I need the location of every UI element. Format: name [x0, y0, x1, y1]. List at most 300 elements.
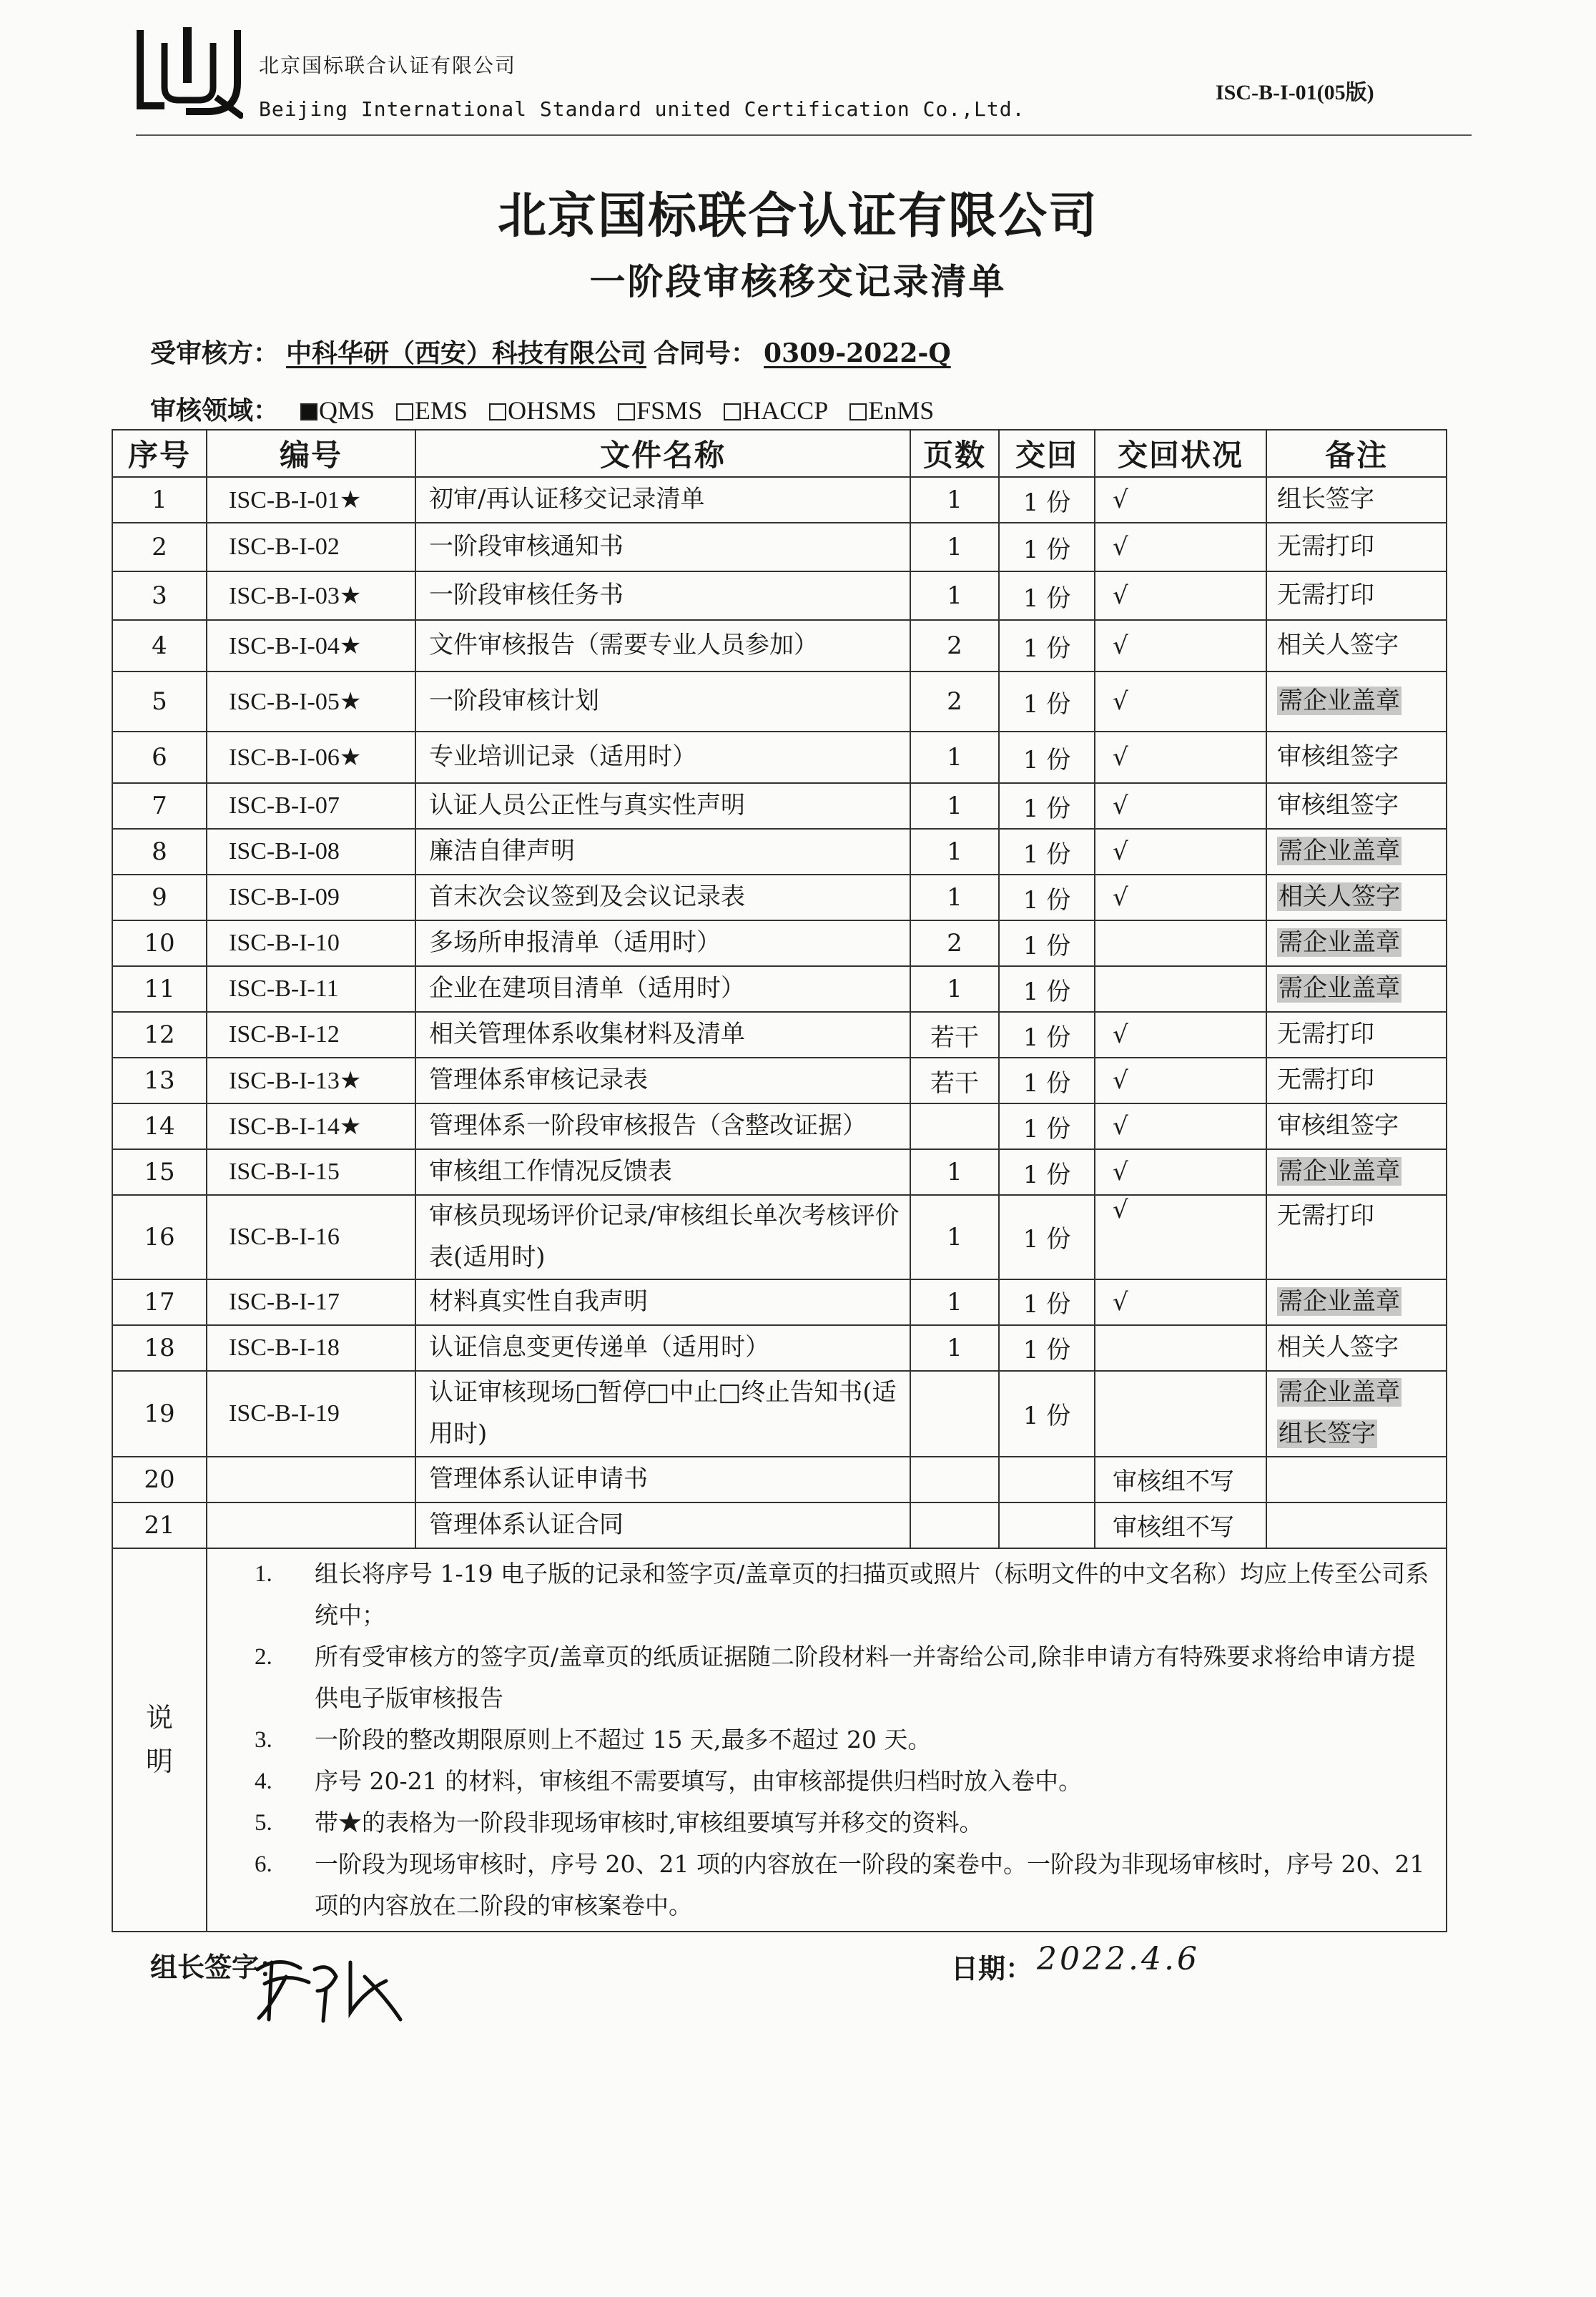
row-pages: 1	[947, 486, 962, 514]
row-copies-cell	[999, 1058, 1095, 1103]
row-copies: 1 份	[1023, 1068, 1071, 1098]
row-copies: 1 份	[1023, 1336, 1071, 1365]
row-code: ISC-B-I-10	[229, 930, 340, 956]
audit-domain-line	[150, 390, 934, 427]
row-status: √	[1113, 1196, 1128, 1224]
row-copies: 1 份	[1023, 977, 1071, 1006]
table-row	[112, 966, 1447, 1012]
row-remark: 无需打印	[1277, 1201, 1374, 1230]
row-remark: 需企业盖章	[1279, 837, 1400, 866]
row-file-name: 文件审核报告（需要专业人员参加）	[429, 631, 818, 660]
row-pages-cell	[910, 477, 999, 523]
notes-content	[207, 1548, 1447, 1932]
row-number-cell	[112, 1012, 207, 1058]
row-file-name-cell	[415, 783, 910, 829]
row-copies: 1 份	[1023, 1023, 1071, 1052]
row-code: ISC-B-I-14★	[229, 1113, 362, 1140]
note-item	[255, 1802, 1439, 1844]
row-pages-cell	[910, 571, 999, 620]
row-number: 16	[144, 1222, 175, 1251]
row-status: √	[1113, 883, 1128, 912]
row-copies: 1 份	[1023, 794, 1071, 823]
row-number: 12	[144, 1020, 175, 1049]
table-row	[112, 1502, 1447, 1548]
row-status-cell	[1095, 672, 1266, 732]
row-file-name: 企业在建项目清单（适用时）	[429, 974, 745, 1003]
row-file-name-cell	[415, 1058, 910, 1103]
row-remark-secondary: 组长签字	[1279, 1419, 1376, 1448]
row-pages: 1	[947, 792, 962, 820]
checked-checkbox-icon[interactable]	[300, 403, 317, 420]
row-code-cell	[207, 1502, 415, 1548]
note-number: 2.	[255, 1643, 272, 1670]
row-copies-cell	[999, 1149, 1095, 1195]
row-code: ISC-B-I-18	[229, 1334, 340, 1361]
row-status-cell	[1095, 620, 1266, 672]
row-copies-cell	[999, 1325, 1095, 1371]
row-code-cell	[207, 477, 415, 523]
row-code-cell	[207, 672, 415, 732]
row-file-name: 认证审核现场□暂停□中止□终止告知书(适用时)	[429, 1377, 897, 1448]
row-status: √	[1113, 1158, 1128, 1186]
row-remark: 需企业盖章	[1279, 1287, 1400, 1316]
company-name-cn-header: 北京国标联合认证有限公司	[259, 54, 517, 77]
row-copies: 1 份	[1023, 1114, 1071, 1143]
note-number: 4.	[255, 1768, 272, 1794]
row-number-cell	[112, 1195, 207, 1279]
row-copies-cell	[999, 620, 1095, 672]
row-remark: 审核组签字	[1277, 791, 1399, 820]
audit-domain-option-qms[interactable]	[300, 396, 375, 425]
row-remark: 需企业盖章	[1279, 687, 1400, 716]
table-row	[112, 783, 1447, 829]
row-copies: 1 份	[1023, 634, 1071, 663]
unchecked-checkbox-icon[interactable]	[618, 403, 635, 420]
row-remark-cell	[1266, 1103, 1447, 1149]
row-pages-cell	[910, 1502, 999, 1548]
row-copies-cell	[999, 1457, 1095, 1502]
row-code: ISC-B-I-16	[229, 1223, 340, 1250]
audit-domain-option-haccp[interactable]	[724, 396, 828, 425]
row-status: √	[1113, 533, 1128, 561]
row-remark: 审核组签字	[1277, 742, 1399, 772]
row-number-cell	[112, 732, 207, 783]
table-row	[112, 1457, 1447, 1502]
note-number: 5.	[255, 1809, 272, 1836]
row-remark: 无需打印	[1277, 532, 1374, 561]
row-number-cell	[112, 1325, 207, 1371]
row-file-name-cell	[415, 1012, 910, 1058]
row-pages-cell	[910, 829, 999, 875]
row-copies-cell	[999, 1103, 1095, 1149]
row-file-name: 首末次会议签到及会议记录表	[429, 882, 745, 912]
leader-signature-label: 组长签字：	[150, 1951, 287, 1983]
row-remark-cell	[1266, 1195, 1447, 1279]
row-status: √	[1113, 743, 1128, 772]
row-status-cell	[1095, 1012, 1266, 1058]
row-pages: 1	[947, 883, 962, 912]
audit-domain-option-label: EMS	[415, 396, 468, 425]
row-status: √	[1113, 631, 1128, 660]
row-code-cell	[207, 829, 415, 875]
notes-label: 说明	[145, 1701, 173, 1777]
row-code: ISC-B-I-02	[229, 533, 340, 560]
row-remark-cell	[1266, 672, 1447, 732]
note-text: 一阶段的整改期限原则上不超过 15 天,最多不超过 20 天。	[315, 1725, 932, 1754]
row-copies: 1 份	[1023, 931, 1071, 960]
unchecked-checkbox-icon[interactable]	[396, 403, 413, 420]
row-file-name: 认证人员公正性与真实性声明	[429, 791, 745, 820]
col-header-pages: 页数	[910, 430, 999, 477]
row-number-cell	[112, 966, 207, 1012]
row-status: 审核组不写	[1113, 1467, 1234, 1497]
col-header-copies: 交回	[999, 430, 1095, 477]
row-file-name: 管理体系审核记录表	[429, 1066, 648, 1095]
row-number: 7	[152, 792, 167, 820]
row-remark: 需企业盖章	[1279, 928, 1400, 958]
document-code: ISC-B-I-01(05版)	[1216, 81, 1374, 104]
row-remark-cell	[1266, 1149, 1447, 1195]
row-copies-cell	[999, 523, 1095, 571]
row-file-name: 管理体系认证合同	[429, 1510, 624, 1539]
row-remark-cell	[1266, 620, 1447, 672]
company-logo-icon	[136, 26, 243, 119]
row-remark: 相关人签字	[1277, 1332, 1399, 1362]
note-number: 1.	[255, 1560, 272, 1587]
note-item	[255, 1553, 1439, 1636]
row-status-cell	[1095, 1103, 1266, 1149]
row-status-cell	[1095, 920, 1266, 966]
row-pages-cell	[910, 1012, 999, 1058]
row-status-cell	[1095, 1149, 1266, 1195]
row-number: 3	[152, 581, 167, 610]
row-status-cell	[1095, 1457, 1266, 1502]
row-code: ISC-B-I-08	[229, 838, 340, 865]
row-remark: 无需打印	[1277, 1066, 1374, 1095]
row-file-name-cell	[415, 829, 910, 875]
row-code: ISC-B-I-06★	[229, 744, 362, 771]
row-code-cell	[207, 1103, 415, 1149]
table-row	[112, 523, 1447, 571]
row-status: √	[1113, 837, 1128, 866]
row-remark-cell	[1266, 1058, 1447, 1103]
row-file-name-cell	[415, 875, 910, 920]
row-status: √	[1113, 486, 1128, 514]
row-number: 13	[144, 1066, 175, 1095]
row-code-cell	[207, 523, 415, 571]
row-remark-cell	[1266, 966, 1447, 1012]
row-file-name: 管理体系认证申请书	[429, 1464, 648, 1493]
row-code-cell	[207, 1195, 415, 1279]
row-number: 14	[144, 1112, 175, 1141]
row-status: √	[1113, 1112, 1128, 1141]
row-pages-cell	[910, 1195, 999, 1279]
notes-row	[112, 1548, 1447, 1932]
row-code-cell	[207, 1058, 415, 1103]
row-remark-cell	[1266, 875, 1447, 920]
row-number-cell	[112, 672, 207, 732]
unchecked-checkbox-icon[interactable]	[724, 403, 741, 420]
row-file-name: 材料真实性自我声明	[429, 1287, 648, 1316]
row-file-name-cell	[415, 523, 910, 571]
note-text: 所有受审核方的签字页/盖章页的纸质证据随二阶段材料一并寄给公司,除非申请方有特殊要求将给申请方提供电子版审核报告	[315, 1642, 1416, 1712]
row-number: 15	[144, 1158, 175, 1186]
row-remark: 审核组签字	[1277, 1111, 1399, 1141]
row-status-cell	[1095, 1279, 1266, 1325]
row-code-cell	[207, 1279, 415, 1325]
auditee-line	[150, 333, 958, 370]
handover-table	[112, 429, 1447, 1932]
audit-domain-label: 审核领域：	[150, 395, 280, 426]
row-copies-cell	[999, 732, 1095, 783]
table-row	[112, 1325, 1447, 1371]
note-number: 6.	[255, 1851, 272, 1877]
table-row	[112, 875, 1447, 920]
row-pages: 1	[947, 1158, 962, 1186]
row-file-name-cell	[415, 1371, 910, 1457]
note-text: 序号 20-21 的材料，审核组不需要填写，由审核部提供归档时放入卷中。	[315, 1766, 1083, 1795]
row-remark-cell	[1266, 829, 1447, 875]
row-file-name-cell	[415, 1195, 910, 1279]
row-remark: 组长签字	[1277, 485, 1374, 514]
col-header-code: 编号	[207, 430, 415, 477]
row-file-name-cell	[415, 1502, 910, 1548]
row-file-name: 初审/再认证移交记录清单	[429, 485, 705, 514]
row-remark-cell	[1266, 1279, 1447, 1325]
row-status: √	[1113, 1020, 1128, 1049]
row-number: 11	[144, 975, 175, 1003]
row-copies-cell	[999, 477, 1095, 523]
row-file-name: 专业培训记录（适用时）	[429, 742, 696, 772]
row-code: ISC-B-I-12	[229, 1021, 340, 1048]
row-copies: 1 份	[1023, 689, 1071, 719]
table-row	[112, 1103, 1447, 1149]
row-copies: 1 份	[1023, 488, 1071, 517]
row-remark-cell	[1266, 1502, 1447, 1548]
audit-domain-option-label: OHSMS	[508, 396, 597, 425]
row-copies: 1 份	[1023, 1225, 1071, 1254]
note-item	[255, 1719, 1439, 1761]
row-file-name-cell	[415, 1279, 910, 1325]
audit-domain-option-label: QMS	[319, 396, 375, 425]
row-remark-cell	[1266, 523, 1447, 571]
row-file-name-cell	[415, 1457, 910, 1502]
row-number: 6	[152, 743, 167, 772]
row-number: 4	[152, 631, 167, 660]
row-number-cell	[112, 1279, 207, 1325]
row-copies-cell	[999, 1371, 1095, 1457]
row-file-name-cell	[415, 1149, 910, 1195]
table-row	[112, 1012, 1447, 1058]
row-copies-cell	[999, 1502, 1095, 1548]
table-row	[112, 732, 1447, 783]
row-remark-cell	[1266, 477, 1447, 523]
row-code-cell	[207, 1325, 415, 1371]
row-file-name-cell	[415, 920, 910, 966]
audit-domain-option-ohsms[interactable]	[489, 396, 596, 425]
row-code-cell	[207, 1371, 415, 1457]
row-pages: 若干	[930, 1023, 979, 1052]
row-code-cell	[207, 1012, 415, 1058]
row-file-name: 审核员现场评价记录/审核组长单次考核评价表(适用时)	[429, 1201, 900, 1272]
row-copies: 1 份	[1023, 1402, 1071, 1431]
row-file-name: 认证信息变更传递单（适用时）	[429, 1332, 769, 1362]
audit-domain-option-fsms[interactable]	[618, 396, 702, 425]
page-subtitle: 一阶段审核移交记录清单	[589, 260, 1007, 303]
row-remark: 需企业盖章	[1279, 1377, 1400, 1407]
row-remark: 无需打印	[1277, 1020, 1374, 1049]
row-status-cell	[1095, 783, 1266, 829]
table-row	[112, 620, 1447, 672]
note-text: 一阶段为现场审核时，序号 20、21 项的内容放在一阶段的案卷中。一阶段为非现场审核时，序号 20、21 项的内容放在二阶段的审核案卷中。	[315, 1849, 1425, 1919]
row-file-name: 一阶段审核通知书	[429, 532, 624, 561]
row-number-cell	[112, 1103, 207, 1149]
row-code: ISC-B-I-11	[229, 975, 339, 1002]
row-pages: 2	[947, 631, 962, 660]
table-row	[112, 571, 1447, 620]
row-status: √	[1113, 581, 1128, 610]
row-status-cell	[1095, 966, 1266, 1012]
notes-list	[255, 1553, 1439, 1927]
row-status-cell	[1095, 732, 1266, 783]
row-copies-cell	[999, 829, 1095, 875]
row-remark-cell	[1266, 920, 1447, 966]
row-code-cell	[207, 620, 415, 672]
page-title: 北京国标联合认证有限公司	[497, 188, 1098, 245]
col-header-remark: 备注	[1266, 430, 1447, 477]
table-row	[112, 920, 1447, 966]
col-header-name: 文件名称	[415, 430, 910, 477]
date-label: 日期：	[951, 1952, 1033, 1984]
row-number: 20	[144, 1465, 175, 1494]
row-pages-cell	[910, 1279, 999, 1325]
row-number-cell	[112, 1371, 207, 1457]
row-code: ISC-B-I-07	[229, 792, 340, 819]
row-file-name-cell	[415, 732, 910, 783]
row-status: √	[1113, 1287, 1128, 1317]
table-row	[112, 1371, 1447, 1457]
row-copies-cell	[999, 672, 1095, 732]
row-number: 17	[144, 1287, 175, 1317]
row-code: ISC-B-I-01★	[229, 487, 362, 513]
unchecked-checkbox-icon[interactable]	[489, 403, 506, 420]
row-pages-cell	[910, 732, 999, 783]
row-pages-cell	[910, 1103, 999, 1149]
audit-domain-option-ems[interactable]	[396, 396, 468, 425]
row-code: ISC-B-I-13★	[229, 1068, 362, 1094]
row-remark-cell	[1266, 1371, 1447, 1457]
row-code-cell	[207, 966, 415, 1012]
row-code: ISC-B-I-04★	[229, 633, 362, 659]
row-copies-cell	[999, 571, 1095, 620]
row-copies-cell	[999, 783, 1095, 829]
row-file-name: 审核组工作情况反馈表	[429, 1157, 672, 1186]
row-code: ISC-B-I-09	[229, 884, 340, 910]
row-remark-cell	[1266, 1457, 1447, 1502]
row-number: 2	[152, 533, 167, 561]
audit-domain-options	[279, 395, 934, 426]
row-number: 10	[144, 929, 175, 958]
row-status-cell	[1095, 1325, 1266, 1371]
table-row	[112, 1058, 1447, 1103]
row-number-cell	[112, 875, 207, 920]
row-status-cell	[1095, 571, 1266, 620]
row-status-cell	[1095, 1195, 1266, 1279]
row-remark-cell	[1266, 1012, 1447, 1058]
row-number-cell	[112, 620, 207, 672]
row-code-cell	[207, 1457, 415, 1502]
row-pages-cell	[910, 1457, 999, 1502]
row-remark: 需企业盖章	[1279, 1157, 1400, 1186]
col-header-no: 序号	[112, 430, 207, 477]
row-code: ISC-B-I-15	[229, 1159, 340, 1185]
table-row	[112, 477, 1447, 523]
row-status: 审核组不写	[1113, 1513, 1234, 1543]
row-pages: 1	[947, 533, 962, 561]
row-remark: 相关人签字	[1277, 631, 1399, 660]
row-status-cell	[1095, 1371, 1266, 1457]
company-name-en-header: Beijing International Standard united Certification Co.,Ltd.	[259, 97, 1025, 121]
row-pages: 2	[947, 929, 962, 958]
row-number-cell	[112, 571, 207, 620]
row-file-name: 廉洁自律声明	[429, 837, 575, 866]
contract-label: 合同号：	[654, 338, 757, 368]
row-status-cell	[1095, 829, 1266, 875]
row-pages-cell	[910, 1149, 999, 1195]
table-header-row	[112, 430, 1447, 477]
row-number-cell	[112, 920, 207, 966]
row-file-name-cell	[415, 477, 910, 523]
row-pages-cell	[910, 620, 999, 672]
row-pages-cell	[910, 875, 999, 920]
note-number: 3.	[255, 1726, 272, 1753]
row-code: ISC-B-I-19	[229, 1400, 340, 1427]
row-number-cell	[112, 523, 207, 571]
row-number-cell	[112, 783, 207, 829]
row-file-name-cell	[415, 672, 910, 732]
row-copies: 1 份	[1023, 885, 1071, 915]
row-copies: 1 份	[1023, 1160, 1071, 1189]
row-number: 21	[144, 1510, 175, 1540]
notes-label-cell	[112, 1548, 207, 1932]
row-number: 19	[144, 1399, 175, 1428]
row-number-cell	[112, 477, 207, 523]
row-number-cell	[112, 1149, 207, 1195]
note-item	[255, 1636, 1439, 1719]
row-number-cell	[112, 1457, 207, 1502]
row-pages: 1	[947, 837, 962, 866]
row-pages: 2	[947, 687, 962, 716]
row-number: 8	[152, 837, 167, 866]
row-remark-cell	[1266, 1325, 1447, 1371]
date-value-handwritten: 2022.4.6	[1037, 1941, 1200, 1977]
audit-domain-option-enms[interactable]	[849, 396, 934, 425]
row-copies: 1 份	[1023, 840, 1071, 869]
row-copies-cell	[999, 920, 1095, 966]
row-number: 9	[152, 883, 167, 912]
row-number-cell	[112, 829, 207, 875]
row-number-cell	[112, 1502, 207, 1548]
row-remark: 需企业盖章	[1279, 974, 1400, 1003]
row-number: 18	[144, 1333, 175, 1362]
row-file-name: 一阶段审核计划	[429, 687, 599, 716]
row-pages-cell	[910, 783, 999, 829]
contract-value: 0309-2022-Q	[764, 338, 951, 368]
row-code-cell	[207, 875, 415, 920]
row-file-name: 多场所申报清单（适用时）	[429, 928, 721, 958]
unchecked-checkbox-icon[interactable]	[849, 403, 867, 420]
row-status-cell	[1095, 1502, 1266, 1548]
